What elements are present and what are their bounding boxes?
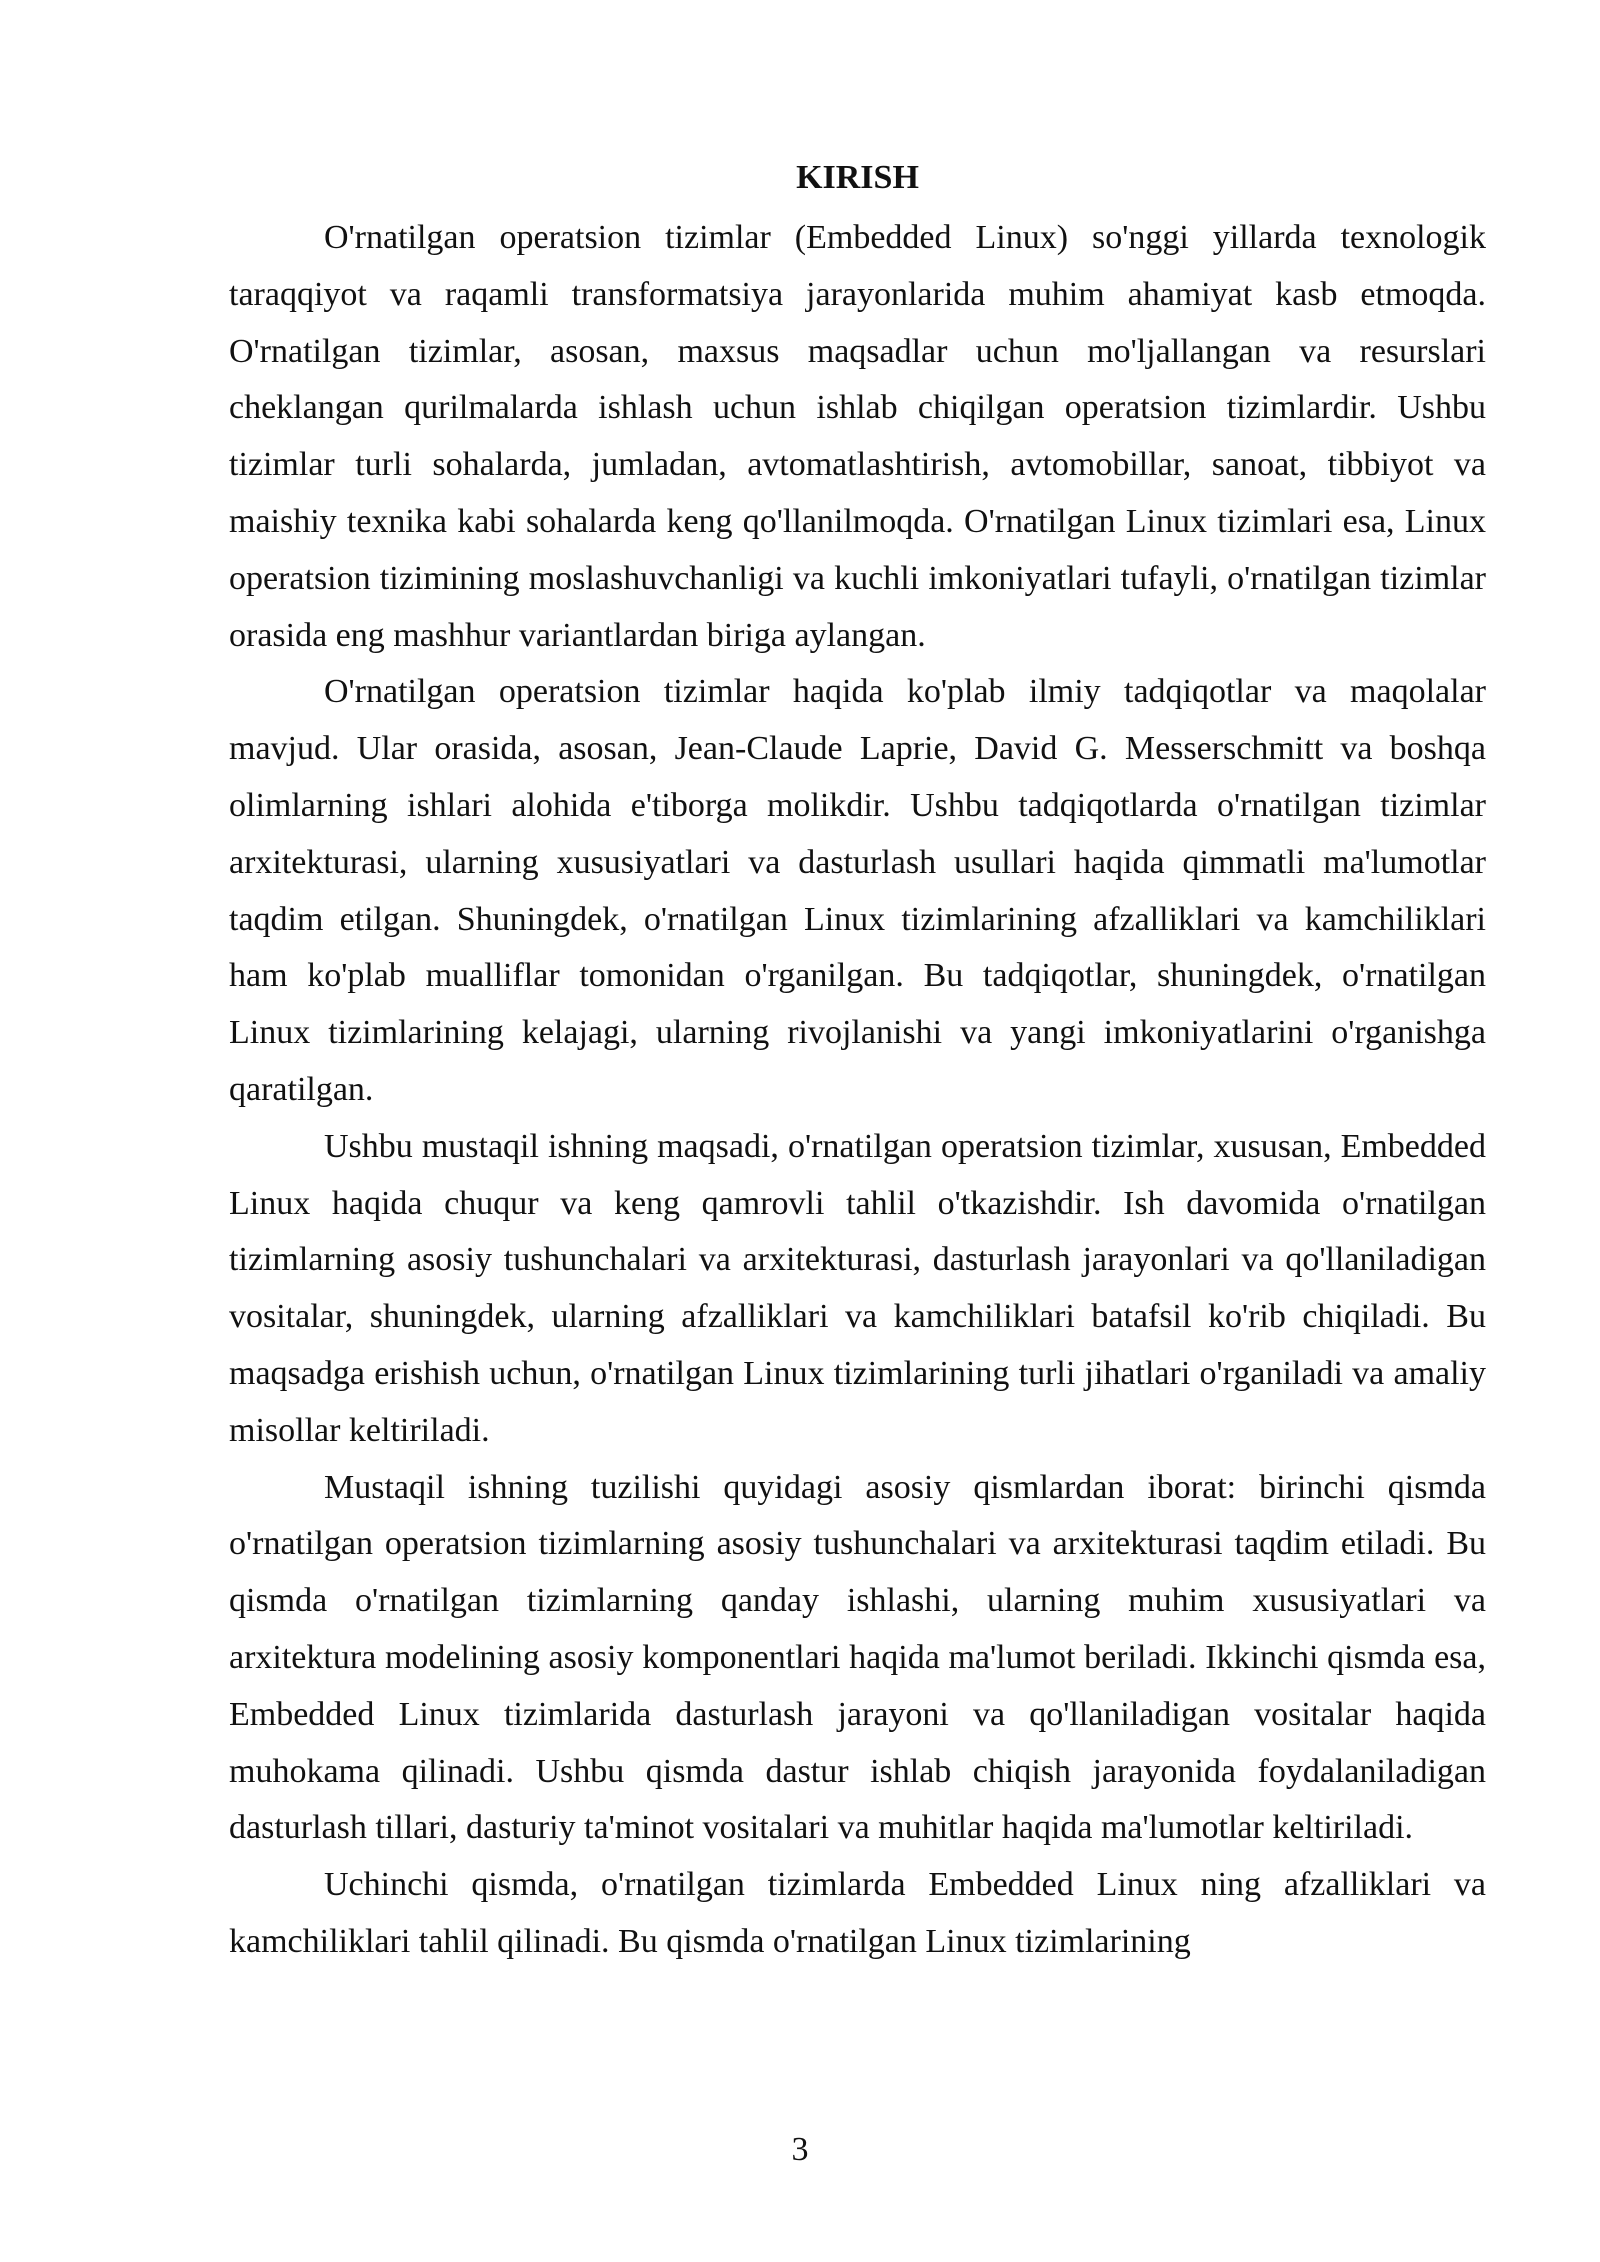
paragraph-4: Mustaqil ishning tuzilishi quyidagi asosiy qismlardan iborat: birinchi qismda o'rnatilgan operatsion tizimlarning asosiy tushunchalari va arxitekturasi taqdim etiladi. Bu qismda o'rnatilgan tizimlarning qanday ishlashi, ularning muhim xususiyatlari va arxitektura modelining asosiy komponentlari haqida ma'lumot beriladi. Ikkinchi qismda esa, Embedded Linux tizimlarida dasturlash jarayoni va qo'llaniladigan vositalar haqida muhokama qilinadi. Ushbu qismda dastur ishlab chiqish jarayonida foydalaniladigan dasturlash tillari, dasturiy ta'minot vositalari va muhitlar haqida ma'lumotlar keltiriladi. xyxy=(229,1468,1486,1847)
paragraph-5: Uchinchi qismda, o'rnatilgan tizimlarda Embedded Linux ning afzalliklari va kamchiliklari tahlil qilinadi. Bu qismda o'rnatilgan Linux tizimlarining xyxy=(229,1866,1486,1960)
paragraph-3: Ushbu mustaqil ishning maqsadi, o'rnatilgan operatsion tizimlar, xususan, Embedded Linux haqida chuqur va keng qamrovli tahlil o'tkazishdir. Ish davomida o'rnatilgan tizimlarning asosiy tushunchalari va arxitekturasi, dasturlash jarayonlari va qo'llaniladigan vositalar, shuningdek, ularning afzalliklari va kamchiliklari batafsil ko'rib chiqiladi. Bu maqsadga erishish uchun, o'rnatilgan Linux tizimlarining turli jihatlari o'rganiladi va amaliy misollar keltiriladi. xyxy=(229,1127,1486,1449)
page-content xyxy=(229,150,1486,1971)
paragraph-1: O'rnatilgan operatsion tizimlar (Embedded Linux) so'nggi yillarda texnologik taraqqiyot va raqamli transformatsiya jarayonlarida muhim ahamiyat kasb etmoqda. O'rnatilgan tizimlar, asosan, maxsus maqsadlar uchun mo'ljallangan va resurslari cheklangan qurilmalarda ishlash uchun ishlab chiqilgan operatsion tizimlardir. Ushbu tizimlar turli sohalarda, jumladan, avtomatlashtirish, avtomobillar, sanoat, tibbiyot va maishiy texnika kabi sohalarda keng qo'llanilmoqda. O'rnatilgan Linux tizimlari esa, Linux operatsion tizimining moslashuvchanligi va kuchli imkoniyatlari tufayli, o'rnatilgan tizimlar orasida eng mashhur variantlardan biriga aylangan. xyxy=(229,219,1486,654)
paragraph-2: O'rnatilgan operatsion tizimlar haqida ko'plab ilmiy tadqiqotlar va maqolalar mavjud. Ular orasida, asosan, Jean-Claude Laprie, David G. Messerschmitt va boshqa olimlarning ishlari alohida e'tiborga molikdir. Ushbu tadqiqotlarda o'rnatilgan tizimlar arxitekturasi, ularning xususiyatlari va dasturlash usullari haqida qimmatli ma'lumotlar taqdim etilgan. Shuningdek, o'rnatilgan Linux tizimlarining afzalliklari va kamchiliklari ham ko'plab mualliflar tomonidan o'rganilgan. Bu tadqiqotlar, shuningdek, o'rnatilgan Linux tizimlarining kelajagi, ularning rivojlanishi va yangi imkoniyatlarini o'rganishga qaratilgan. xyxy=(229,673,1486,1108)
section-title: KIRISH xyxy=(796,159,919,196)
page-number: 3 xyxy=(791,2131,809,2168)
